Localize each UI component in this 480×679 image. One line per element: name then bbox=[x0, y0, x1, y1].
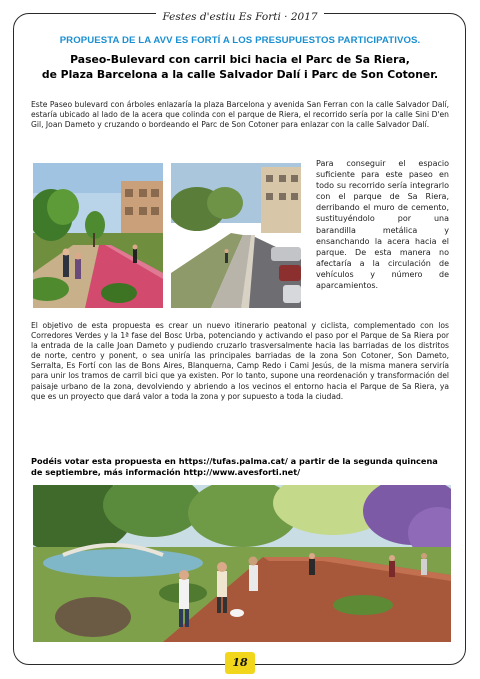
running-header bbox=[0, 11, 480, 23]
page-number: 18 bbox=[225, 652, 255, 674]
running-header-text: Festes d'estiu Es Forti · 2017 bbox=[156, 11, 323, 23]
wall-replacement-paragraph: Para conseguir el espacio suficiente para este paseo en todo su recorrido sería integrarlo con el parque de Sa Riera, derribando el muro de cemento, sustituyéndolo por una barandilla metálica y ensanchando la acera hacia el parque. De esta manera no afectaría a la circulación de vehículos y número de aparcamientos. bbox=[316, 159, 449, 291]
article-title bbox=[20, 52, 460, 82]
current-street-photo bbox=[171, 163, 301, 308]
boulevard-rendering-image bbox=[33, 163, 163, 308]
intro-paragraph: Este Paseo bulevard con árboles enlazaría la plaza Barcelona y avenida San Ferran con la calle Salvador Dalí, estaría ubicado al lado de la acera que colinda con el parque de Riera, el recorrido sería por la calle Sini D'en Gil, Joan Dameto y cruzando o bordeando el Parc de Son Cotoner para enlazar con la calle Salvador Dalí. bbox=[31, 100, 449, 130]
article-title-line-1: Paseo-Bulevard con carril bici hacia el Parc de Sa Riera, bbox=[70, 53, 410, 66]
article-title-line-2: de Plaza Barcelona a la calle Salvador Dalí i Parc de Son Cotoner. bbox=[41, 68, 439, 81]
vote-call-to-action: Podéis votar esta propuesta en https://tufas.palma.cat/ a partir de la segunda quincena de septiembre, más información http://www.avesforti.net/ bbox=[31, 456, 438, 477]
objective-paragraph: El objetivo de esta propuesta es crear un nuevo itinerario peatonal y ciclista, complementado con los Corredores Verdes y la 1ª fase del Bosc Urba, potenciando y activando el paso por el Parque de Sa Riera por la entrada de la calle Joan Dameto y pudiendo cruzarlo trasversalmente hacia las barriadas de los distritos de norte, centro y ponent, o sea uniría las principales barriadas de la zona Son Cotoner, Son Dameto, Serralta, Es Fortí con las de Bons Aires, Blanquerna, Camp Redo i Cami Jesús, de la misma manera serviría para unir los tramos de carril bici que ya existen. Por lo tanto, supone una reordenación y transformación del paisaje urbano de la zona, devolviendo y abriendo a los vecinos el entorno hacia el Parque de Sa Riera, ya que es un proyecto que dará valor a toda la zona y por supuesto a toda la ciudad. bbox=[31, 321, 449, 401]
section-heading: PROPUESTA DE LA AVV ES FORTÍ A LOS PRESUPUESTOS PARTICIPATIVOS. bbox=[59, 35, 421, 46]
park-rendering-image bbox=[33, 485, 451, 642]
